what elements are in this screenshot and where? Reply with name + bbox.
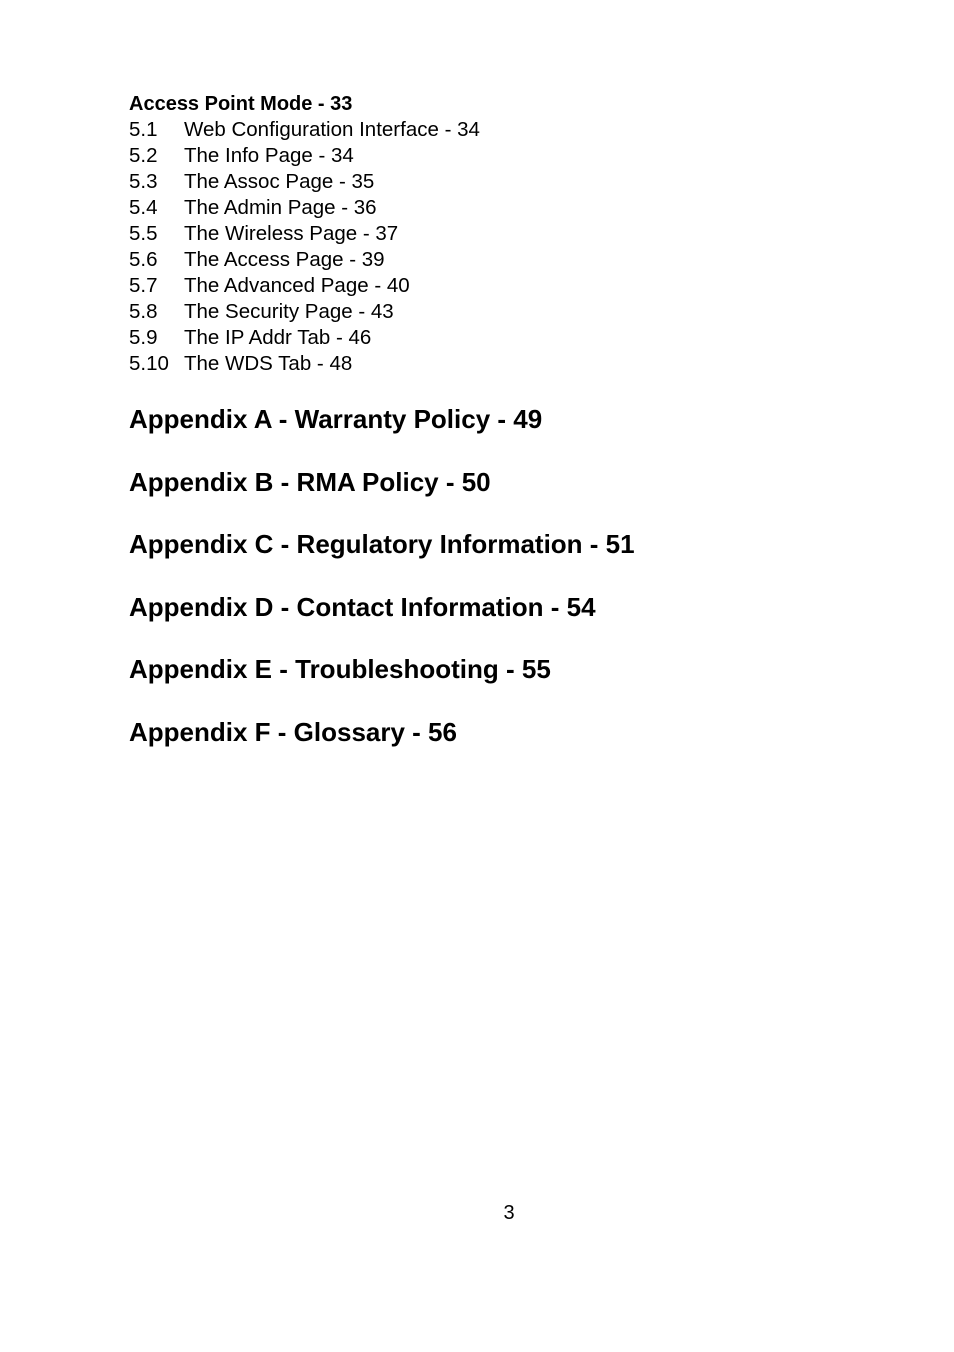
toc-entry-title: The Wireless Page - 37 <box>184 222 399 245</box>
toc-entry <box>129 169 889 195</box>
toc-entry <box>129 299 889 325</box>
page-number: 3 <box>503 1202 515 1224</box>
toc-entry <box>129 221 889 247</box>
toc-entry <box>129 117 889 143</box>
toc-entry <box>129 325 889 351</box>
toc-entry-title: The Info Page - 34 <box>184 144 354 167</box>
toc-entry-number: 5.6 <box>129 248 158 271</box>
toc-entry-number: 5.5 <box>129 222 158 245</box>
toc-entry-title: Web Configuration Interface - 34 <box>184 118 480 141</box>
toc-entry-title: The Security Page - 43 <box>184 300 394 323</box>
appendix-heading-e: Appendix E - Troubleshooting - 55 <box>129 654 551 685</box>
toc-entry-number: 5.9 <box>129 326 158 349</box>
toc-entry-number: 5.2 <box>129 144 158 167</box>
appendix-heading-c: Appendix C - Regulatory Information - 51 <box>129 529 635 560</box>
toc-entry-title: The Admin Page - 36 <box>184 196 377 219</box>
toc-entry-number: 5.7 <box>129 274 158 297</box>
appendix-heading-f: Appendix F - Glossary - 56 <box>129 716 457 747</box>
toc-entry-number: 5.4 <box>129 196 158 219</box>
toc-entry-title: The Advanced Page - 40 <box>184 274 410 297</box>
toc-entry-title: The IP Addr Tab - 46 <box>184 326 372 349</box>
toc-entry-number: 5.10 <box>129 352 169 375</box>
appendix-heading-a: Appendix A - Warranty Policy - 49 <box>129 404 543 434</box>
appendix-list <box>129 402 909 778</box>
toc-entry <box>129 273 889 299</box>
toc-entry-number: 5.1 <box>129 118 158 141</box>
toc-entry <box>129 143 889 169</box>
toc-entry-number: 5.3 <box>129 170 158 193</box>
toc-entry-title: The Access Page - 39 <box>184 248 385 271</box>
toc-entry <box>129 195 889 221</box>
section-heading: Access Point Mode - 33 <box>129 93 353 115</box>
toc-entry <box>129 247 889 273</box>
table-of-contents-section <box>129 91 889 377</box>
toc-entry <box>129 351 889 377</box>
appendix-heading-b: Appendix B - RMA Policy - 50 <box>129 466 491 497</box>
toc-entry-title: The WDS Tab - 48 <box>184 352 353 375</box>
toc-entries <box>129 117 889 377</box>
appendix-heading-d: Appendix D - Contact Information - 54 <box>129 591 596 622</box>
toc-entry-title: The Assoc Page - 35 <box>184 170 375 193</box>
toc-entry-number: 5.8 <box>129 300 158 323</box>
